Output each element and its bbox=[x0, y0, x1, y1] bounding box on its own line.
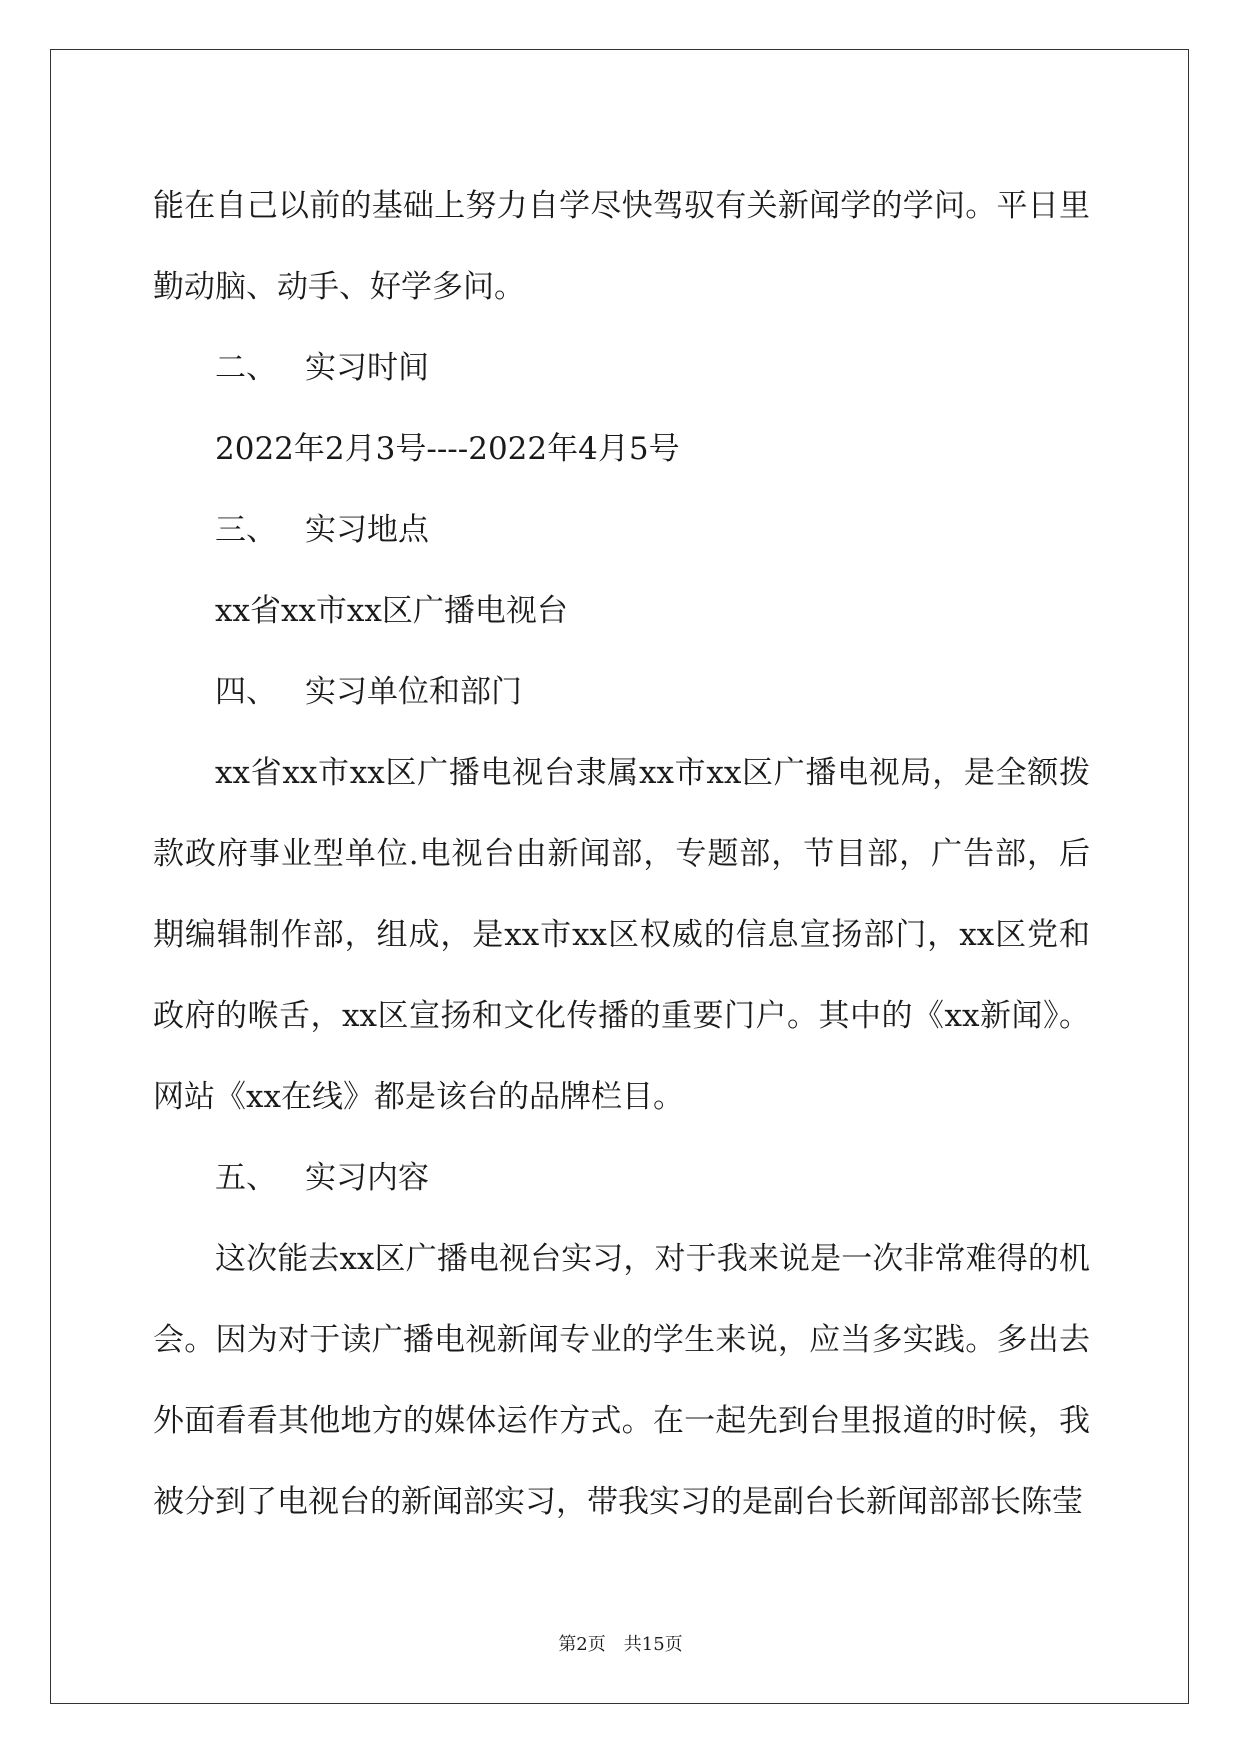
document-body bbox=[153, 166, 1090, 1543]
paragraph-time: 2022年2月3号----2022年4月5号 bbox=[215, 431, 680, 467]
section-heading-time bbox=[153, 328, 1090, 409]
section-title: 实习地点 bbox=[305, 512, 429, 548]
section-title: 实习单位和部门 bbox=[305, 674, 522, 710]
section-title: 实习时间 bbox=[305, 350, 429, 386]
paragraph-place: xx省xx市xx区广播电视台 bbox=[215, 593, 568, 629]
section-number: 四、 bbox=[215, 674, 277, 710]
paragraph-content: 这次能去xx区广播电视台实习，对于我来说是一次非常难得的机会。因为对于读广播电视新闻专业的学生来说，应当多实践。多出去外面看看其他地方的媒体运作方式。在一起先到台里报道的时候，我被分到了电视台的新闻部实习，带我实习的是副台长新闻部部长陈莹 bbox=[153, 1241, 1090, 1520]
page-number: 第2页 bbox=[558, 1634, 606, 1655]
page-footer bbox=[0, 1630, 1241, 1656]
page-total: 共15页 bbox=[623, 1634, 683, 1655]
section-number: 五、 bbox=[215, 1160, 277, 1196]
section-title: 实习内容 bbox=[305, 1160, 429, 1196]
section-number: 二、 bbox=[215, 350, 277, 386]
section-heading-unit bbox=[153, 652, 1090, 733]
paragraph-unit: xx省xx市xx区广播电视台隶属xx市xx区广播电视局，是全额拨款政府事业型单位.电视台由新闻部，专题部，节目部，广告部，后期编辑制作部，组成，是xx市xx区权威的信息宣扬部门，xx区党和政府的喉舌，xx区宣扬和文化传播的重要门户。其中的《xx新闻》。网站《xx在线》都是该台的品牌栏目。 bbox=[153, 755, 1090, 1115]
section-heading-place bbox=[153, 490, 1090, 571]
section-heading-content bbox=[153, 1138, 1090, 1219]
paragraph-continuation: 能在自己以前的基础上努力自学尽快驾驭有关新闻学的学问。平日里勤动脑、动手、好学多问。 bbox=[153, 188, 1090, 305]
section-number: 三、 bbox=[215, 512, 277, 548]
